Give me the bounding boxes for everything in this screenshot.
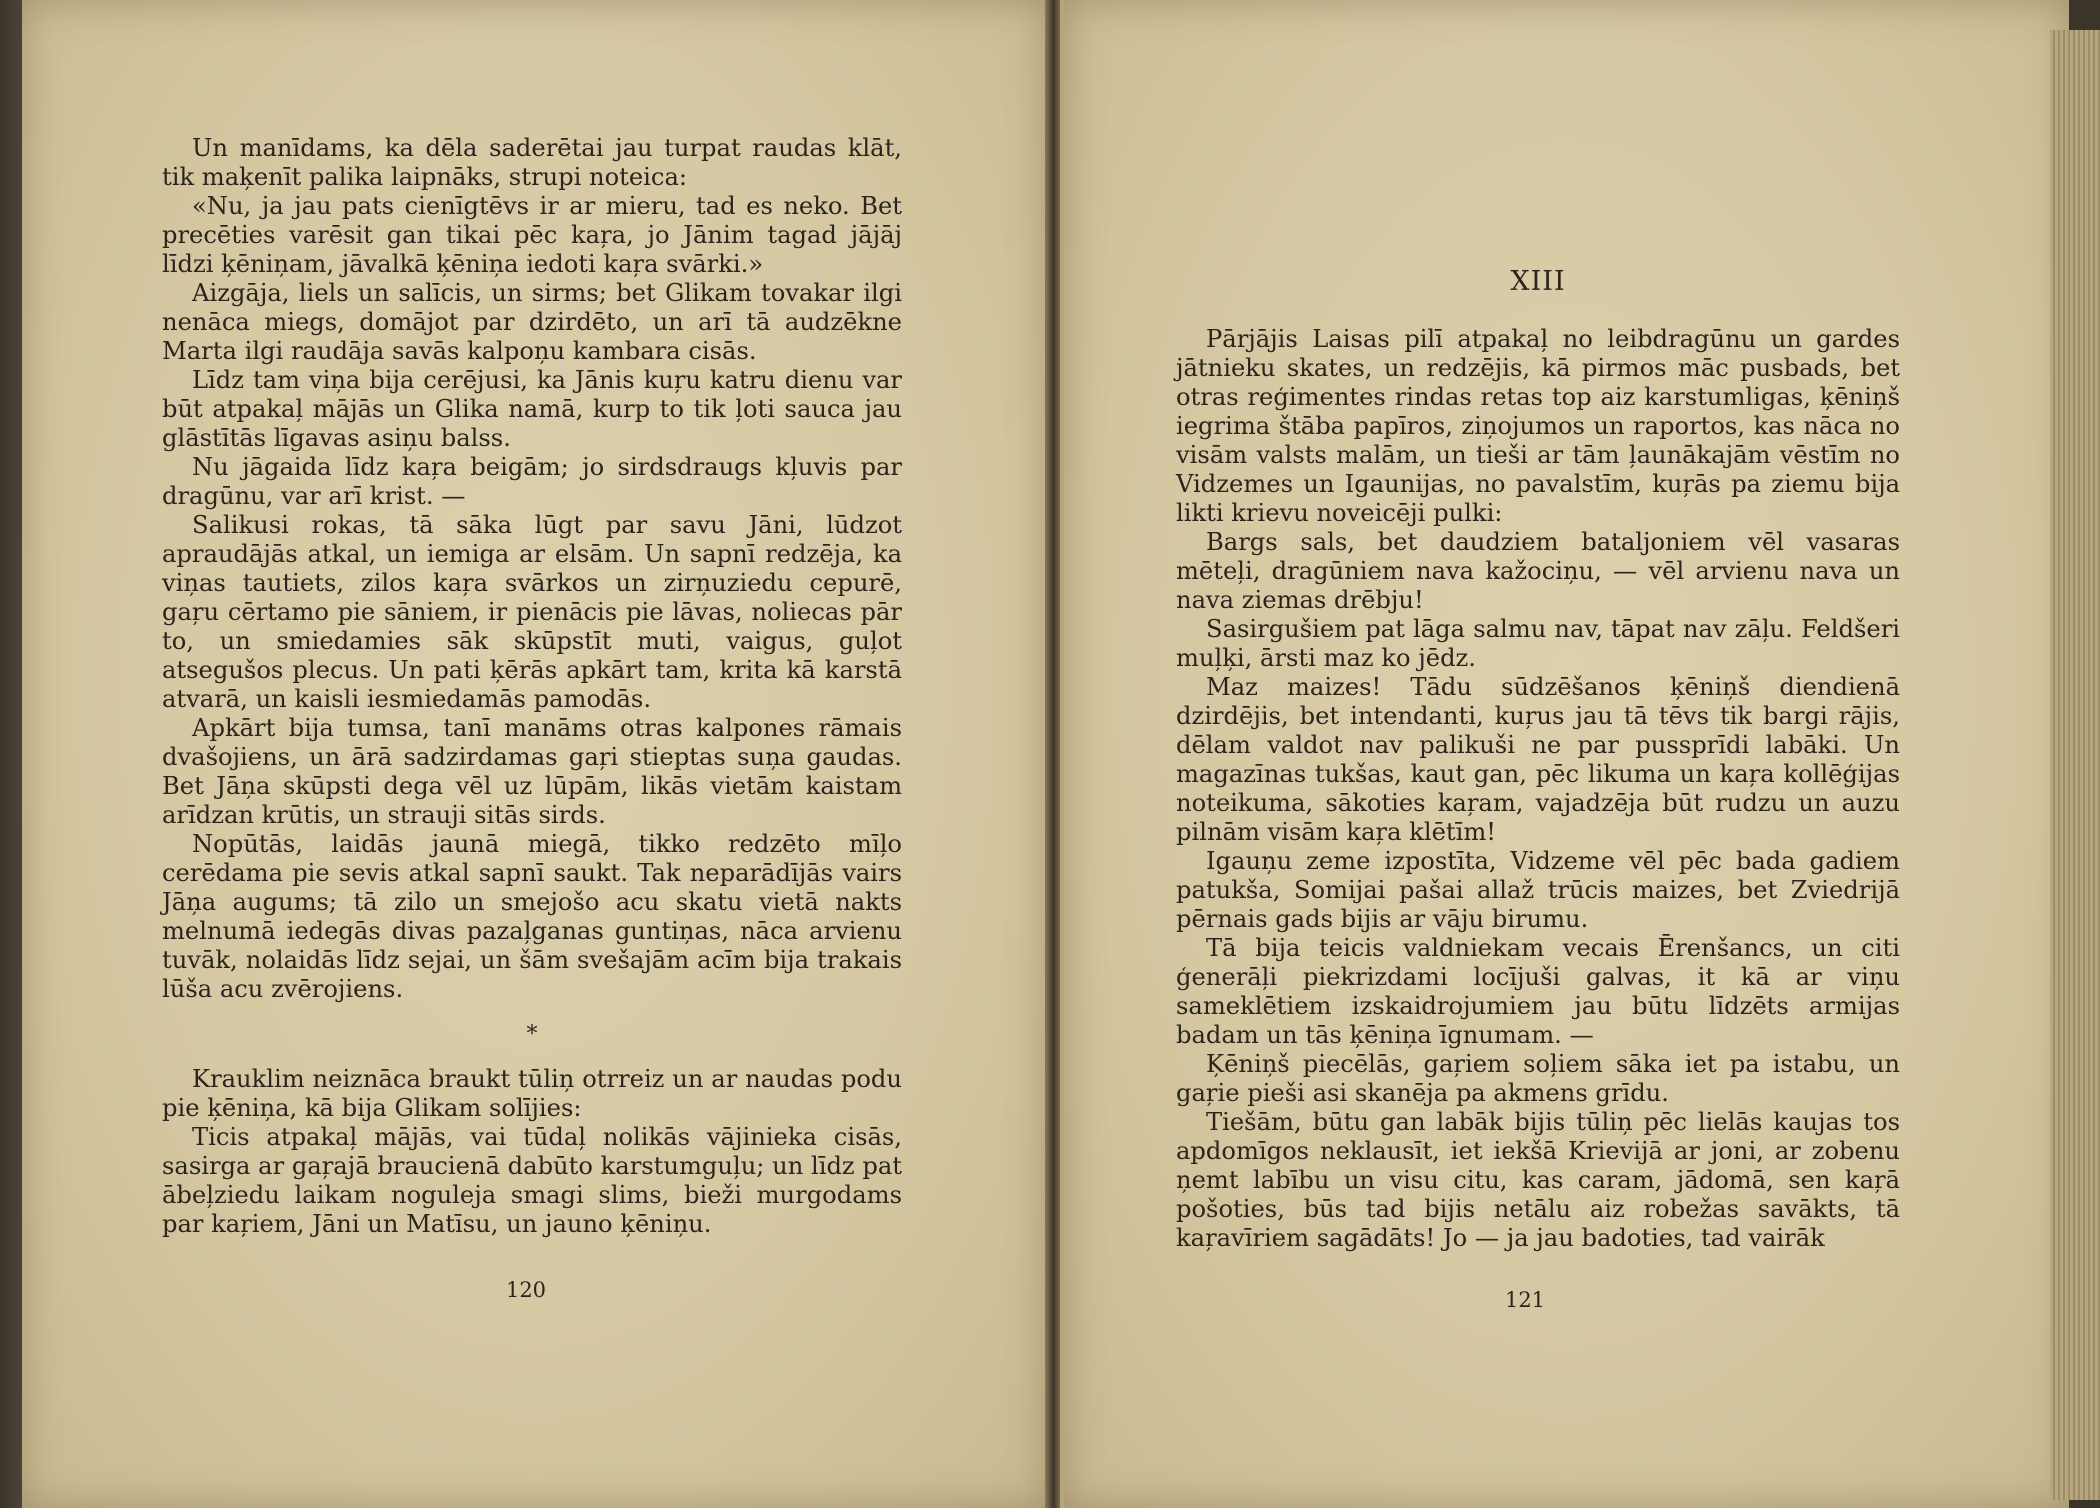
paragraph: «Nu, ja jau pats cienīgtēvs ir ar mieru, tad es neko. Bet precēties varēsit gan tikai pēc kaŗa, jo Jānim tagad jājāj līdzi ķēniņam, jāvalkā ķēniņa iedoti kaŗa svārki.» xyxy=(162,192,902,278)
paragraph: Nu jāgaida līdz kaŗa beigām; jo sirdsdraugs kļuvis par dragūnu, var arī krist. — xyxy=(162,453,902,510)
paragraph: Ticis atpakaļ mājās, vai tūdaļ nolikās vājinieka cisās, sasirga ar gaŗajā braucienā dabūto karstumguļu; un līdz pat ābeļziedu laikam noguleja smagi slims, bieži murgodams par kaŗiem, Jāni un Matīsu, un jauno ķēniņu. xyxy=(162,1123,902,1238)
paragraph: Aizgāja, liels un salīcis, un sirms; bet Glikam tovakar ilgi nenāca miegs, domājot par dzirdēto, un arī tā audzēkne Marta ilgi raudāja savās kalpoņu kambara cisās. xyxy=(162,279,902,365)
paragraph: Pārjājis Laisas pilī atpakaļ no leibdragūnu un gardes jātnieku skates, un redzējis, kā pirmos māc pusbads, bet otras reģimentes rindas retas top aiz karstumligas, ķēniņš iegrima štāba papīros, ziņojumos un raportos, kas nāca no visām valsts malām, un tieši ar tām ļaunākajām vēstīm no Vidzemes un Igaunijas, no pavalstīm, kuŗās pa ziemu bija likti krievu noveicēji pulki: xyxy=(1176,325,1900,527)
paragraph: Un manīdams, ka dēla saderētai jau turpat raudas klāt, tik maķenīt palika laipnāks, strupi noteica: xyxy=(162,134,902,191)
paragraph: Tiešām, būtu gan labāk bijis tūliņ pēc lielās kaujas tos apdomīgos neklausīt, iet iekšā Krievijā ar joni, ar zobenu ņemt labību un visu citu, kas caram, jādomā, sen kaŗā pošoties, būs tad bijis netālu aiz robežas savākts, tā kaŗavīriem sagādāts! Jo — ja jau badoties, tad vairāk xyxy=(1176,1108,1900,1252)
page-number-right: 121 xyxy=(1504,1288,1546,1312)
paragraph: Līdz tam viņa bija cerējusi, ka Jānis kuŗu katru dienu var būt atpakaļ mājās un Glika namā, kurp to tik ļoti sauca jau glāstītās līgavas asiņu balss. xyxy=(162,366,902,452)
paragraph: Igauņu zeme izpostīta, Vidzeme vēl pēc bada gadiem patukša, Somijai pašai allaž trūcis maizes, bet Zviedrijā pērnais gads bijis ar vāju birumu. xyxy=(1176,847,1900,933)
paragraph: Sasirgušiem pat lāga salmu nav, tāpat nav zāļu. Feldšeri muļķi, ārsti maz ko jēdz. xyxy=(1176,615,1900,672)
paragraph: Maz maizes! Tādu sūdzēšanos ķēniņš diendienā dzirdējis, bet intendanti, kuŗus jau tā tēvs tik bargi rājis, dēlam valdot nav palikuši ne par pussprīdi labāki. Un magazīnas tukšas, kaut gan, pēc likuma un kaŗa kollēģijas noteikuma, sākoties kaŗam, vajadzēja būt rudzu un auzu pilnām visām kaŗa klētīm! xyxy=(1176,673,1900,846)
page-edges xyxy=(2050,30,2100,1500)
paragraph: Apkārt bija tumsa, tanī manāms otras kalpones rāmais dvašojiens, un ārā sadzirdamas gaŗi stieptas suņa gaudas. Bet Jāņa skūpsti dega vēl uz lūpām, likās vietām kaistam arīdzan krūtis, un strauji sitās sirds. xyxy=(162,714,902,829)
paragraph: Bargs sals, bet daudziem bataljoniem vēl vasaras mēteļi, dragūniem nava kažociņu, — vēl arvienu nava un nava ziemas drēbju! xyxy=(1176,528,1900,614)
paragraph: Krauklim neiznāca braukt tūliņ otrreiz un ar naudas podu pie ķēniņa, kā bija Glikam solījies: xyxy=(162,1065,902,1122)
left-page xyxy=(22,0,1053,1508)
page-number-left: 120 xyxy=(505,1278,547,1302)
section-separator: * xyxy=(526,1022,538,1047)
paragraph: Tā bija teicis valdniekam vecais Ērenšancs, un citi ģenerāļi piekrizdami locījuši galvas, it kā ar viņu sameklētiem izskaidrojumiem jau būtu līdzēts armijas badam un tās ķēniņa īgnumam. — xyxy=(1176,934,1900,1049)
chapter-heading: XIII xyxy=(1510,266,1566,297)
right-page xyxy=(1060,0,2069,1508)
paragraph: Ķēniņš piecēlās, gaŗiem soļiem sāka iet pa istabu, un gaŗie pieši asi skanēja pa akmens grīdu. xyxy=(1176,1050,1900,1107)
left-page-text xyxy=(162,134,902,1239)
right-page-text xyxy=(1176,325,1900,1253)
paragraph: Nopūtās, laidās jaunā miegā, tikko redzēto mīļo cerēdama pie sevis atkal sapnī saukt. Tak neparādījās vairs Jāņa augums; tā zilo un smejošo acu skatu vietā nakts melnumā iedegās divas pazaļganas guntiņas, nāca arvienu tuvāk, nolaidās līdz sejai, un šām svešajām acīm bija trakais lūša acu zvērojiens. xyxy=(162,830,902,1003)
paragraph: Salikusi rokas, tā sāka lūgt par savu Jāni, lūdzot apraudājās atkal, un iemiga ar elsām. Un sapnī redzēja, ka viņas tautiets, zilos kaŗa svārkos un zirņuziedu cepurē, gaŗu cērtamo pie sāniem, ir pienācis pie lāvas, noliecas pār to, un smiedamies sāk skūpstīt muti, vaigus, guļot atsegušos plecus. Un pati ķērās apkārt tam, krita kā karstā atvarā, un kaisli iesmiedamās pamodās. xyxy=(162,511,902,713)
